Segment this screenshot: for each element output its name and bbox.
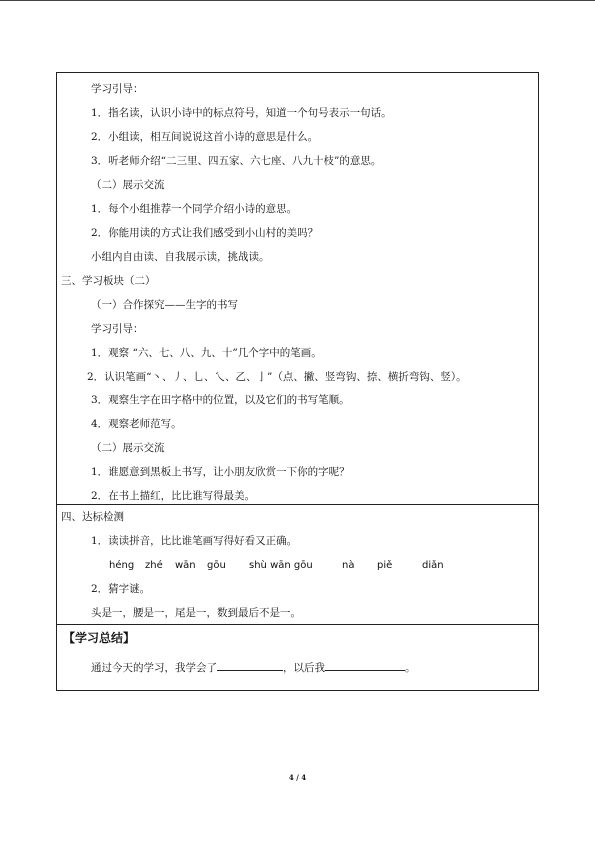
pinyin-zhe: zhé (145, 560, 163, 571)
top-rule (0, 0, 595, 1)
share-note: 小组内自由读、自我展示读，挑战读。 (91, 251, 270, 263)
guide-item-1: 1．指名读，认识小诗中的标点符号，知道一个句号表示一句话。 (91, 107, 392, 119)
summary-title: 【学习总结】 (63, 631, 136, 645)
guide2-title: 学习引导： (91, 323, 144, 335)
check-title: 四、达标检测 (61, 511, 124, 523)
coop-title: （一）合作探究——生字的书写 (91, 299, 238, 311)
guide-item-2: 2．小组读，相互间说说这首小诗的意思是什么。 (91, 131, 319, 143)
learned-blank[interactable] (217, 660, 283, 671)
pinyin-heng: héng (109, 560, 135, 571)
share2-item-1: 1．谁愿意到黑板上书写，让小朋友欣赏一下你的字呢？ (91, 466, 350, 478)
summary-middle: ，以后我 (283, 662, 325, 674)
share2-item-2: 2．在书上描红，比比谁写得最美。 (91, 490, 256, 502)
guide2-item-1: 1．观察 “六、七、八、九、十”几个字中的笔画。 (91, 347, 322, 359)
check-item-2: 2．猜字谜。 (91, 583, 151, 595)
pinyin-na: nà (342, 560, 355, 571)
summary-cell (57, 624, 538, 690)
guide2-item-3: 3．观察生字在田字格中的位置，以及它们的书写笔顺。 (91, 394, 350, 406)
pinyin-shu-wan-gou: shù wān gōu (249, 560, 313, 571)
pinyin-wan: wān (175, 560, 196, 571)
pinyin-gou: gōu (207, 560, 226, 571)
check-cell (57, 504, 538, 624)
block2-title: 三、学习板块（二） (61, 275, 156, 287)
study-cell (57, 73, 538, 504)
future-blank[interactable] (325, 660, 405, 671)
pinyin-pie: piě (377, 560, 393, 571)
page-number: 4 / 4 (288, 773, 307, 782)
summary-end: 。 (405, 662, 416, 674)
summary-before: 通过今天的学习，我学会了 (91, 662, 217, 674)
share-item-1: 1．每个小组推荐一个同学介绍小诗的意思。 (91, 203, 298, 215)
share-item-2: 2．你能用读的方式让我们感受到小山村的美吗？ (91, 227, 319, 239)
pinyin-row (57, 555, 538, 579)
guide-item-3: 3．听老师介绍“二三里、四五家、六七座、八九十枝”的意思。 (91, 155, 382, 167)
share2-title: （二）展示交流 (91, 442, 165, 454)
guide2-item-2: 2．认识笔画“丶、丿、乚、乀、乙、亅”（点、撇、竖弯钩、捺、横折弯钩、竖）。 (87, 371, 467, 383)
summary-line (57, 652, 538, 682)
guide2-item-4: 4．观察老师范写。 (91, 418, 182, 430)
guide-title: 学习引导： (91, 83, 144, 95)
riddle: 头是一，腰是一，尾是一，数到最后不是一。 (91, 607, 301, 619)
pinyin-dian: diǎn (422, 560, 444, 571)
lesson-table (56, 72, 539, 691)
check-item-1: 1．读读拼音，比比谁笔画写得好看又正确。 (91, 535, 298, 547)
share-title: （二）展示交流 (91, 179, 165, 191)
